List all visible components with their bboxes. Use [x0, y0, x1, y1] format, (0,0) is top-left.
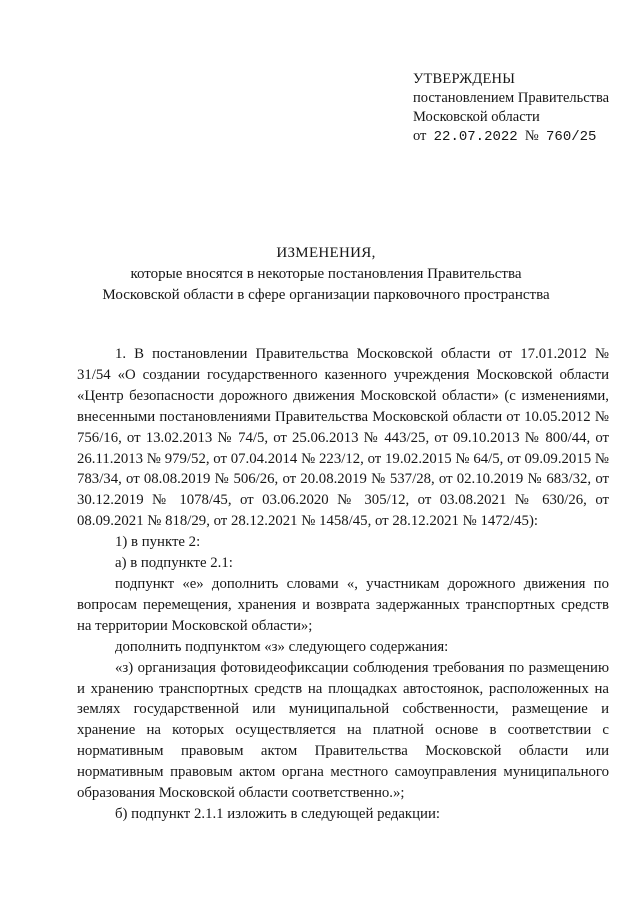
- paragraph-2: 1) в пункте 2:: [115, 534, 201, 551]
- paragraph-7: б) подпункт 2.1.1 изложить в следующей редакции:: [115, 805, 440, 822]
- number-sign: №: [524, 128, 539, 144]
- document-title-block: [60, 243, 592, 306]
- approval-number: 760/25: [546, 129, 597, 145]
- approval-date: 22.07.2022: [433, 129, 518, 145]
- paragraph-3: а) в подпункте 2.1:: [115, 555, 233, 572]
- paragraph-4: подпункт «е» дополнить словами «, участникам дорожного движения по вопросам перемещения, хранения и возврата задержанных транспортных средств на территории Московской области»;: [77, 575, 609, 634]
- approval-date-line: [413, 127, 609, 147]
- paragraph-6: «з) организация фотовидеофиксации соблюдения требования по размещению и хранению транспортных средств на площадках автостоянок, расположенных на землях государственной или муниципальной собственности, размещение и хранение на которых осуществляется на платной основе в соответствии с нормативным правовым актом Правительства Московской области или нормативным правовым актом органа местного самоуправления муниципального образования Московской области соответственно.»;: [77, 659, 609, 802]
- paragraph-1: 1. В постановлении Правительства Московской области от 17.01.2012 № 31/54 «О создании государственного казенного учреждения Московской области «Центр безопасности дорожного движения Московской области» (с изменениями, внесенными постановлениями Правительства Московской области от 10.05.2012 № 756/16, от 13.02.2013 № 74/5, от 25.06.2013 № 443/25, от 09.10.2013 № 800/44, от 26.11.2013 № 979/52, от 07.04.2014 № 223/12, от 19.02.2015 № 64/5, от 09.09.2015 № 783/34, от 08.08.2019 № 506/26, от 20.08.2019 № 537/28, от 02.10.2019 № 683/32, от 30.12.2019 № 1078/45, от 03.06.2020 № 305/12, от 03.08.2021 № 630/26, от 08.09.2021 № 818/29, от 28.12.2021 № 1458/45, от 28.12.2021 № 1472/45):: [77, 346, 609, 530]
- approval-block: [413, 70, 609, 147]
- approval-stamp: УТВЕРЖДЕНЫ: [413, 71, 516, 87]
- approval-line-2: Московской области: [413, 109, 540, 125]
- document-heading: ИЗМЕНЕНИЯ,: [276, 245, 376, 261]
- date-prefix: от: [413, 128, 427, 144]
- approval-line-1: постановлением Правительства: [413, 90, 610, 106]
- paragraph-5: дополнить подпунктом «з» следующего содержания:: [115, 638, 449, 655]
- document-subheading-line-1: которые вносятся в некоторые постановления Правительства: [130, 266, 522, 282]
- document-subheading-line-2: Московской области в сфере организации парковочного пространства: [102, 287, 550, 303]
- document-body: [77, 344, 609, 825]
